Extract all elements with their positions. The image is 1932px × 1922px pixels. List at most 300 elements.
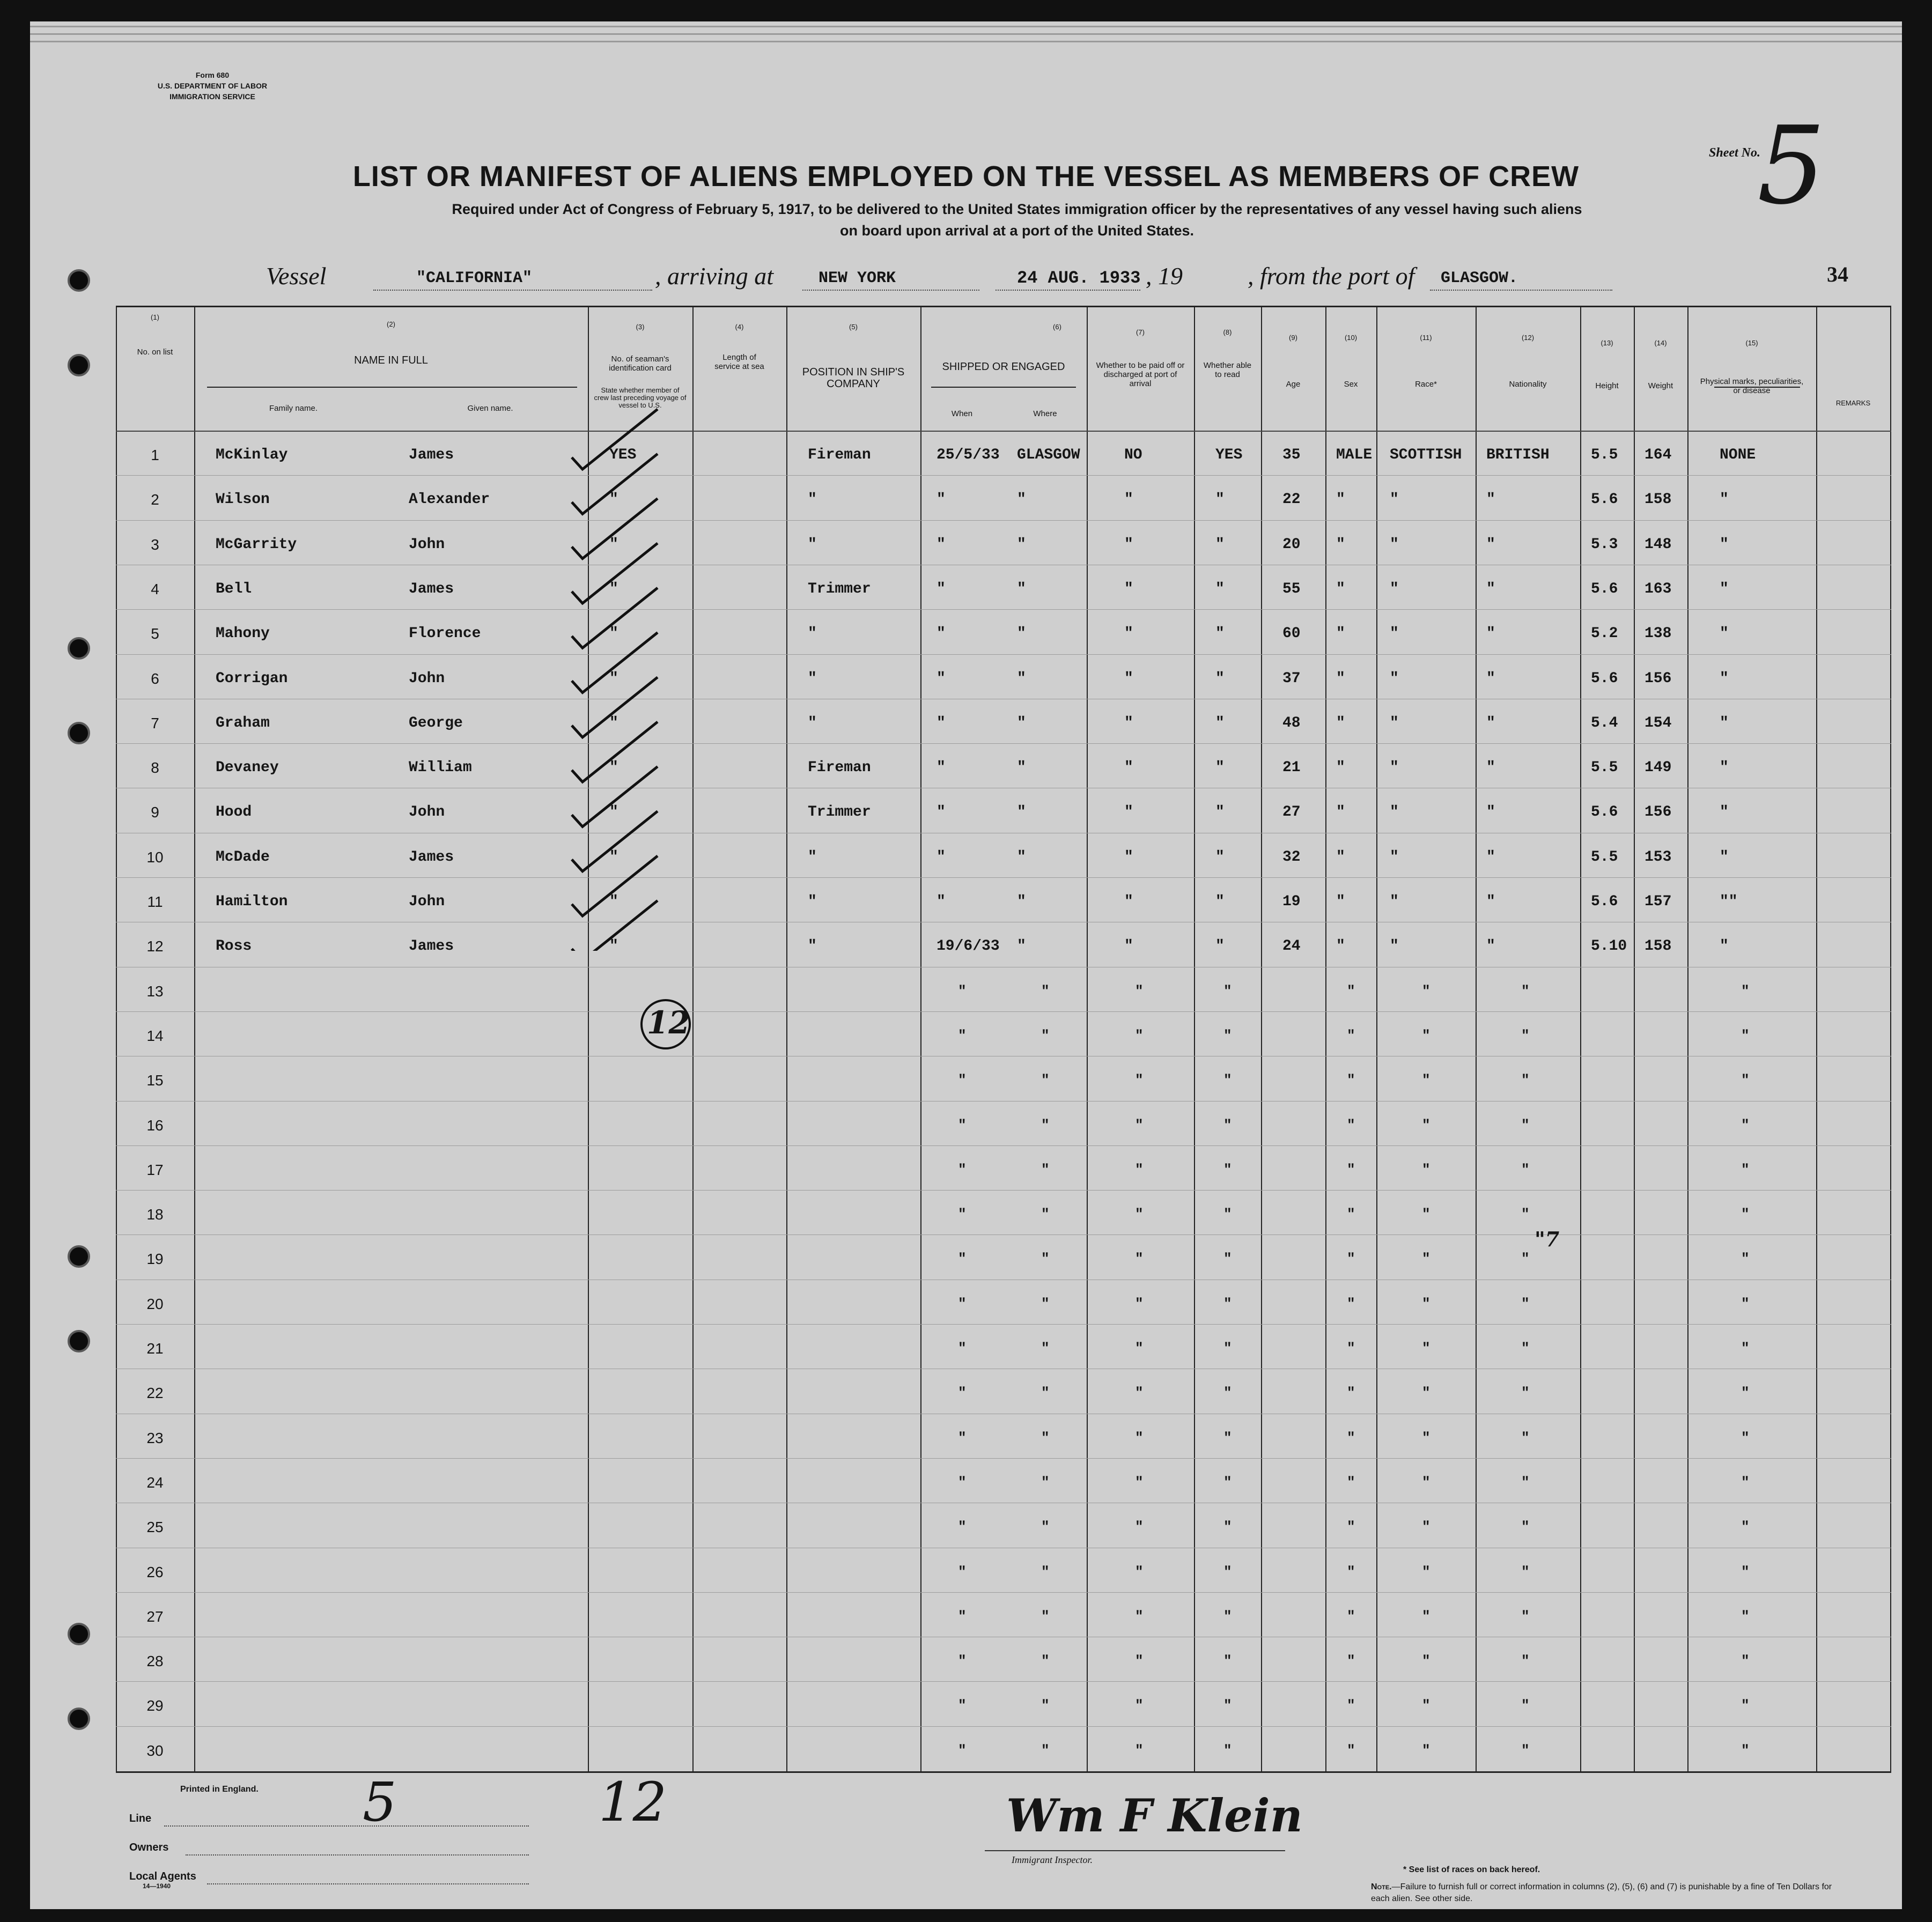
binder-hole xyxy=(68,722,90,744)
cell-age: 19 xyxy=(1282,893,1301,910)
cell-race: " xyxy=(1390,804,1399,821)
cell-height: 5.2 xyxy=(1591,625,1618,642)
ditto-paid: " xyxy=(1135,1117,1144,1133)
ditto-paid: " xyxy=(1135,1742,1144,1758)
ditto-where: " xyxy=(1041,1563,1050,1580)
from-label: , from the port of xyxy=(1248,262,1415,290)
cell-read: " xyxy=(1215,625,1225,642)
ditto-when: " xyxy=(958,1072,967,1089)
ditto-nationality: " xyxy=(1521,1161,1530,1178)
ditto-marks: " xyxy=(1741,1563,1750,1580)
ditto-sex: " xyxy=(1347,1385,1355,1401)
row-number: 3 xyxy=(151,536,159,553)
ditto-nationality: " xyxy=(1521,1117,1530,1133)
cell-nationality: " xyxy=(1486,625,1495,642)
ditto-race: " xyxy=(1422,1251,1430,1267)
note-label: Note. xyxy=(1371,1882,1392,1891)
cell-weight: 156 xyxy=(1645,804,1672,821)
page-edge xyxy=(30,33,1902,35)
checkmark xyxy=(572,454,658,514)
cell-position: " xyxy=(808,938,817,955)
cell-paid: " xyxy=(1124,804,1133,821)
cell-marks: " xyxy=(1720,848,1729,866)
col-4-header: Length of service at sea xyxy=(714,353,764,371)
cell-race: " xyxy=(1390,536,1399,553)
arriving-label: , arriving at xyxy=(655,262,774,290)
cell-position: " xyxy=(808,536,817,553)
checkmark xyxy=(572,766,658,826)
ditto-when: " xyxy=(958,1295,967,1312)
cell-family: McKinlay xyxy=(216,447,288,463)
cell-age: 20 xyxy=(1282,536,1301,553)
ditto-marks: " xyxy=(1741,1206,1750,1223)
ditto-sex: " xyxy=(1347,1117,1355,1133)
ditto-marks: " xyxy=(1741,982,1750,999)
cell-weight: 157 xyxy=(1645,893,1672,910)
cell-age: 37 xyxy=(1282,670,1301,687)
cell-sex: " xyxy=(1336,759,1345,777)
cell-nationality: " xyxy=(1486,938,1495,955)
cell-given: George xyxy=(409,714,463,731)
cell-race: " xyxy=(1390,938,1399,955)
ditto-sex: " xyxy=(1347,1608,1355,1624)
col-4-num: (4) xyxy=(735,323,744,331)
ditto-race: " xyxy=(1422,1474,1430,1490)
cell-read: " xyxy=(1215,491,1225,508)
col-14-num: (14) xyxy=(1654,339,1667,347)
ditto-paid: " xyxy=(1135,1653,1144,1669)
ditto-read: " xyxy=(1223,1251,1232,1267)
cell-age: 21 xyxy=(1282,759,1301,777)
cell-family: Wilson xyxy=(216,491,270,508)
manifest-sheet xyxy=(30,21,1902,1909)
cell-where: " xyxy=(1017,804,1026,821)
binder-hole xyxy=(68,1623,90,1645)
cell-where: " xyxy=(1017,491,1026,508)
ditto-marks: " xyxy=(1741,1653,1750,1669)
ditto-sex: " xyxy=(1347,1251,1355,1267)
cell-paid: " xyxy=(1124,938,1133,955)
cell-family: Mahony xyxy=(216,625,270,642)
owners-underline xyxy=(186,1854,529,1856)
when-header: When xyxy=(951,409,973,418)
department: U.S. DEPARTMENT OF LABOR xyxy=(157,82,268,90)
cell-weight: 149 xyxy=(1645,759,1672,777)
ditto-read: " xyxy=(1223,1295,1232,1312)
ditto-sex: " xyxy=(1347,1519,1355,1535)
agents-code: 14—1940 xyxy=(143,1882,171,1890)
ditto-read: " xyxy=(1223,1161,1232,1178)
binder-hole xyxy=(68,1330,90,1352)
ditto-marks: " xyxy=(1741,1519,1750,1535)
cell-family: Graham xyxy=(216,714,270,731)
row-number: 2 xyxy=(151,491,159,508)
cell-paid: " xyxy=(1124,893,1133,910)
binder-hole xyxy=(68,637,90,660)
ditto-when: " xyxy=(958,1742,967,1758)
cell-sex: " xyxy=(1336,714,1345,731)
cell-weight: 158 xyxy=(1645,491,1672,508)
row-number: 7 xyxy=(151,714,159,731)
owners-label: Owners xyxy=(129,1842,169,1853)
col-7-header: Whether to be paid off or discharged at port of arrival xyxy=(1096,361,1185,388)
ditto-nationality: " xyxy=(1521,1608,1530,1624)
cell-marks: " xyxy=(1720,625,1729,642)
col-1-num: (1) xyxy=(151,313,159,321)
race-note: * See list of races on back hereof. xyxy=(1403,1865,1540,1874)
cell-given: William xyxy=(409,759,472,777)
line-underline xyxy=(164,1825,529,1827)
ditto-paid: " xyxy=(1135,1072,1144,1089)
manifest-subtitle xyxy=(287,198,1746,241)
cell-age: 55 xyxy=(1282,580,1301,597)
ditto-when: " xyxy=(958,1027,967,1044)
checkmark xyxy=(572,633,658,693)
given-name-header: Given name. xyxy=(467,404,513,413)
cell-where: GLASGOW xyxy=(1017,447,1080,463)
cell-paid: " xyxy=(1124,670,1133,687)
cell-when: " xyxy=(936,536,946,553)
cell-when: " xyxy=(936,580,946,597)
ditto-when: " xyxy=(958,1206,967,1223)
cell-age: 48 xyxy=(1282,714,1301,731)
ditto-read: " xyxy=(1223,1385,1232,1401)
cell-height: 5.5 xyxy=(1591,848,1618,866)
weight-header: Weight xyxy=(1648,381,1673,390)
cell-height: 5.6 xyxy=(1591,491,1618,508)
cell-height: 5.6 xyxy=(1591,580,1618,597)
row-number: 26 xyxy=(146,1563,164,1580)
inspector-signature: Wm F Klein xyxy=(1006,1789,1303,1842)
cell-card: YES xyxy=(609,447,637,463)
cell-sex: " xyxy=(1336,848,1345,866)
date-underline xyxy=(996,290,1140,291)
row-number: 23 xyxy=(146,1429,164,1446)
ditto-when: " xyxy=(958,1563,967,1580)
ditto-read: " xyxy=(1223,1697,1232,1714)
ditto-race: " xyxy=(1422,1429,1430,1446)
ditto-when: " xyxy=(958,1340,967,1356)
manifest-title: LIST OR MANIFEST OF ALIENS EMPLOYED ON THE VESSEL AS MEMBERS OF CREW xyxy=(352,160,1580,193)
vessel-name: "CALIFORNIA" xyxy=(416,269,533,287)
cell-family: McGarrity xyxy=(216,536,297,553)
ditto-read: " xyxy=(1223,982,1232,999)
agents-underline xyxy=(207,1883,529,1884)
ditto-nationality: " xyxy=(1521,1385,1530,1401)
ditto-when: " xyxy=(958,1161,967,1178)
cell-height: 5.3 xyxy=(1591,536,1618,553)
cell-family: Hamilton xyxy=(216,893,288,910)
cell-card: " xyxy=(609,714,618,731)
handwritten-five: 5 xyxy=(363,1771,397,1834)
ditto-where: " xyxy=(1041,1027,1050,1044)
cell-nationality: " xyxy=(1486,536,1495,553)
ditto-read: " xyxy=(1223,1519,1232,1535)
arrival-date: 24 AUG. 1933 xyxy=(1017,268,1141,288)
row-number: 4 xyxy=(151,580,159,597)
ditto-sex: " xyxy=(1347,1340,1355,1356)
where-header: Where xyxy=(1033,409,1057,418)
cell-card: " xyxy=(609,804,618,821)
cell-paid: " xyxy=(1124,714,1133,731)
ditto-race: " xyxy=(1422,1117,1430,1133)
ditto-race: " xyxy=(1422,1340,1430,1356)
ditto-when: " xyxy=(958,1429,967,1446)
cell-race: " xyxy=(1390,625,1399,642)
cell-given: James xyxy=(409,938,454,955)
col-8-header: Whether able to read xyxy=(1203,361,1252,379)
nationality-mark: "7 xyxy=(1535,1227,1560,1251)
row-number: 14 xyxy=(146,1027,164,1044)
row-number: 13 xyxy=(146,982,164,1000)
cell-read: " xyxy=(1215,893,1225,910)
crew-table xyxy=(116,306,1891,1773)
port-underline xyxy=(802,290,979,291)
family-name-header: Family name. xyxy=(269,404,318,413)
cell-nationality: " xyxy=(1486,714,1495,731)
ditto-when: " xyxy=(958,982,967,999)
cell-card: " xyxy=(609,536,618,553)
cell-where: " xyxy=(1017,670,1026,687)
ditto-where: " xyxy=(1041,1742,1050,1758)
ditto-nationality: " xyxy=(1521,1697,1530,1714)
cell-paid: " xyxy=(1124,536,1133,553)
cell-family: Ross xyxy=(216,938,252,955)
cell-family: Bell xyxy=(216,580,252,597)
col-6-header: SHIPPED OR ENGAGED xyxy=(942,361,1065,373)
ditto-race: " xyxy=(1422,1563,1430,1580)
ditto-paid: " xyxy=(1135,1608,1144,1624)
cell-card: " xyxy=(609,670,618,687)
ditto-read: " xyxy=(1223,1653,1232,1669)
ditto-read: " xyxy=(1223,1474,1232,1490)
handwritten-twelve: 12 xyxy=(599,1771,667,1834)
ditto-paid: " xyxy=(1135,1340,1144,1356)
ditto-sex: " xyxy=(1347,1027,1355,1044)
cell-given: John xyxy=(409,670,445,687)
row-number: 19 xyxy=(146,1251,164,1268)
row-number: 20 xyxy=(146,1295,164,1312)
col-12-num: (12) xyxy=(1521,334,1535,342)
cell-sex: " xyxy=(1336,938,1345,955)
cell-weight: 148 xyxy=(1645,536,1672,553)
cell-height: 5.5 xyxy=(1591,759,1618,777)
cell-when: " xyxy=(936,848,946,866)
fine-note xyxy=(1371,1881,1843,1905)
cell-weight: 138 xyxy=(1645,625,1672,642)
ditto-paid: " xyxy=(1135,1697,1144,1714)
ditto-paid: " xyxy=(1135,1251,1144,1267)
ditto-marks: " xyxy=(1741,1295,1750,1312)
cell-given: James xyxy=(409,447,454,463)
cell-race: " xyxy=(1390,893,1399,910)
cell-family: Devaney xyxy=(216,759,279,777)
from-port: GLASGOW. xyxy=(1441,269,1518,287)
col-15-num: (15) xyxy=(1745,339,1758,347)
ditto-race: " xyxy=(1422,1161,1430,1178)
cell-sex: MALE xyxy=(1336,447,1373,463)
cell-paid: " xyxy=(1124,580,1133,597)
cell-marks: " xyxy=(1720,759,1729,777)
cell-race: " xyxy=(1390,759,1399,777)
cell-weight: 153 xyxy=(1645,848,1672,866)
cell-sex: " xyxy=(1336,625,1345,642)
row-number: 21 xyxy=(146,1340,164,1357)
ditto-race: " xyxy=(1422,1653,1430,1669)
cell-marks: NONE xyxy=(1720,447,1756,463)
ditto-sex: " xyxy=(1347,982,1355,999)
ditto-nationality: " xyxy=(1521,1742,1530,1758)
cell-age: 32 xyxy=(1282,848,1301,866)
cell-read: " xyxy=(1215,848,1225,866)
row-number: 29 xyxy=(146,1697,164,1714)
checkmark xyxy=(572,409,658,469)
row-number: 25 xyxy=(146,1519,164,1536)
ditto-race: " xyxy=(1422,1072,1430,1089)
row-number: 6 xyxy=(151,670,159,687)
cell-height: 5.6 xyxy=(1591,893,1618,910)
cell-weight: 156 xyxy=(1645,670,1672,687)
cell-marks: " xyxy=(1720,670,1729,687)
ditto-nationality: " xyxy=(1521,1251,1530,1267)
ditto-where: " xyxy=(1041,1206,1050,1223)
cell-card: " xyxy=(609,580,618,597)
cell-age: 27 xyxy=(1282,804,1301,821)
ditto-where: " xyxy=(1041,1429,1050,1446)
cell-family: Corrigan xyxy=(216,670,288,687)
cell-marks: " xyxy=(1720,580,1729,597)
ditto-read: " xyxy=(1223,1429,1232,1446)
cell-when: " xyxy=(936,670,946,687)
cell-paid: " xyxy=(1124,759,1133,777)
ditto-when: " xyxy=(958,1251,967,1267)
ditto-nationality: " xyxy=(1521,1206,1530,1223)
ditto-sex: " xyxy=(1347,1742,1355,1758)
cell-position: " xyxy=(808,848,817,866)
binder-hole xyxy=(68,1707,90,1730)
cell-given: John xyxy=(409,893,445,910)
year-label: , 19 xyxy=(1146,262,1183,290)
ditto-read: " xyxy=(1223,1206,1232,1223)
row-number: 24 xyxy=(146,1474,164,1491)
cell-given: James xyxy=(409,848,454,866)
checkmarks xyxy=(116,307,759,951)
sex-header: Sex xyxy=(1344,380,1358,389)
cell-age: 22 xyxy=(1282,491,1301,508)
ditto-where: " xyxy=(1041,1072,1050,1089)
page-edge xyxy=(30,41,1902,42)
cell-card: " xyxy=(609,625,618,642)
age-header: Age xyxy=(1286,380,1301,389)
checkmark xyxy=(572,588,658,648)
cell-nationality: " xyxy=(1486,893,1495,910)
subtitle-line-2: on board upon arrival at a port of the United States. xyxy=(839,223,1194,239)
ditto-paid: " xyxy=(1135,982,1144,999)
cell-sex: " xyxy=(1336,804,1345,821)
ditto-nationality: " xyxy=(1521,982,1530,999)
cell-card: " xyxy=(609,759,618,777)
subtitle-line-1: Required under Act of Congress of February 5, 1917, to be delivered to the United States immigration officer by the representatives of any vessel having such aliens xyxy=(452,201,1582,217)
ditto-where: " xyxy=(1041,1697,1050,1714)
ditto-where: " xyxy=(1041,982,1050,999)
row-number: 8 xyxy=(151,759,159,777)
ditto-marks: " xyxy=(1741,1072,1750,1089)
row-number: 10 xyxy=(146,848,164,866)
ditto-sex: " xyxy=(1347,1429,1355,1446)
cell-marks: " xyxy=(1720,804,1729,821)
ditto-sex: " xyxy=(1347,1474,1355,1490)
cell-where: " xyxy=(1017,536,1026,553)
cell-given: John xyxy=(409,536,445,553)
ditto-read: " xyxy=(1223,1117,1232,1133)
col-10-num: (10) xyxy=(1344,334,1358,342)
col-13-num: (13) xyxy=(1601,339,1613,347)
cell-height: 5.4 xyxy=(1591,714,1618,731)
cell-position: Trimmer xyxy=(808,580,871,597)
row-number: 15 xyxy=(146,1072,164,1089)
ditto-marks: " xyxy=(1741,1117,1750,1133)
cell-family: McDade xyxy=(216,848,270,866)
ditto-read: " xyxy=(1223,1027,1232,1044)
cell-position: " xyxy=(808,491,817,508)
cell-where: " xyxy=(1017,714,1026,731)
row-number: 30 xyxy=(146,1742,164,1759)
physical-marks-header: Physical marks, peculiarities, or disease xyxy=(1700,377,1804,395)
cell-nationality: " xyxy=(1486,580,1495,597)
ditto-race: " xyxy=(1422,982,1430,999)
cell-nationality: " xyxy=(1486,670,1495,687)
cell-height: 5.10 xyxy=(1591,938,1627,955)
ditto-paid: " xyxy=(1135,1385,1144,1401)
ditto-nationality: " xyxy=(1521,1072,1530,1089)
from-port-underline xyxy=(1430,290,1612,291)
cell-position: Fireman xyxy=(808,447,871,463)
cell-position: " xyxy=(808,893,817,910)
cell-card: " xyxy=(609,893,618,910)
cell-position: Fireman xyxy=(808,759,871,777)
checkmark xyxy=(572,856,658,916)
ditto-paid: " xyxy=(1135,1563,1144,1580)
ditto-nationality: " xyxy=(1521,1474,1530,1490)
cell-race: SCOTTISH xyxy=(1390,447,1462,463)
ditto-nationality: " xyxy=(1521,1429,1530,1446)
cell-when: " xyxy=(936,491,946,508)
ditto-when: " xyxy=(958,1653,967,1669)
ditto-where: " xyxy=(1041,1161,1050,1178)
ditto-when: " xyxy=(958,1474,967,1490)
ditto-marks: " xyxy=(1741,1161,1750,1178)
height-header: Height xyxy=(1595,381,1619,390)
form-number: Form 680 xyxy=(195,71,230,79)
ditto-where: " xyxy=(1041,1474,1050,1490)
col-8-num: (8) xyxy=(1223,328,1232,336)
ditto-race: " xyxy=(1422,1027,1430,1044)
ditto-where: " xyxy=(1041,1251,1050,1267)
checkmark xyxy=(572,811,658,871)
cell-read: " xyxy=(1215,759,1225,777)
signature-line xyxy=(985,1850,1285,1851)
ditto-marks: " xyxy=(1741,1251,1750,1267)
cell-race: " xyxy=(1390,670,1399,687)
ditto-read: " xyxy=(1223,1072,1232,1089)
cell-age: 35 xyxy=(1282,447,1301,463)
col-7-num: (7) xyxy=(1136,328,1145,336)
ditto-race: " xyxy=(1422,1697,1430,1714)
col-1-header: No. on list xyxy=(137,348,173,357)
vessel-label: Vessel xyxy=(266,262,327,290)
ditto-sex: " xyxy=(1347,1563,1355,1580)
ditto-marks: " xyxy=(1741,1697,1750,1714)
